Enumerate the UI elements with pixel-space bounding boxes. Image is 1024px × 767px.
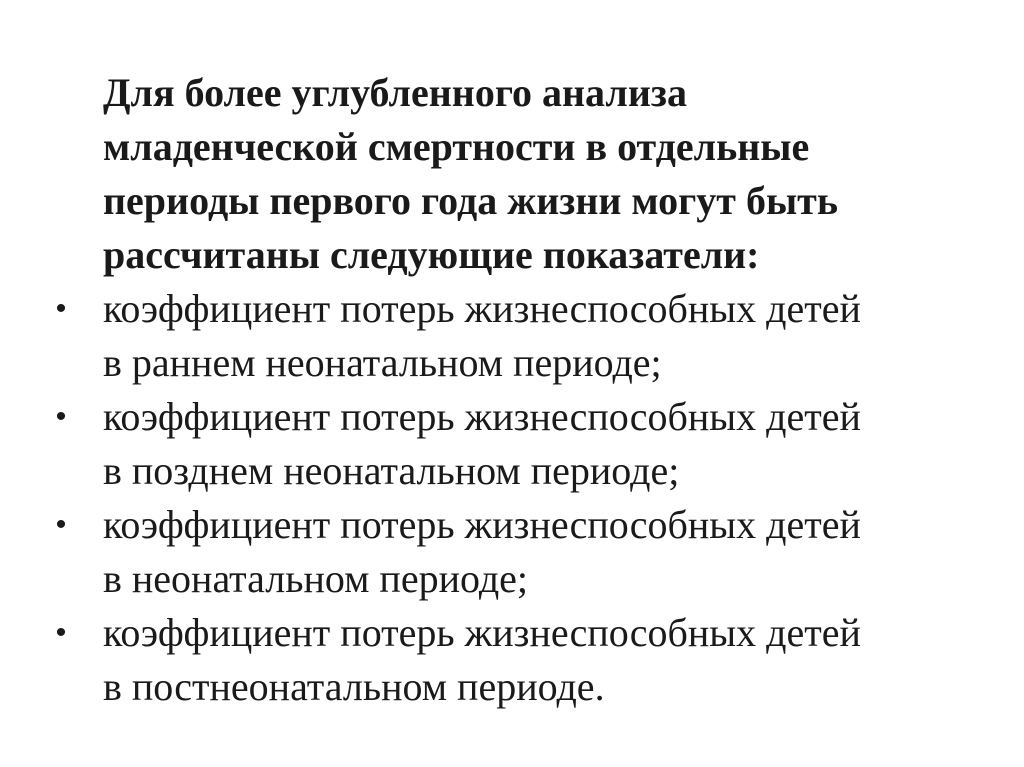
bullet-text: коэффициент потерь жизнеспособных детей в позднем неонатальном периоде; <box>103 394 861 493</box>
slide-content <box>55 66 983 714</box>
bullet-dot-icon: • <box>55 292 67 325</box>
bullet-item <box>55 390 983 498</box>
bullet-text: коэффициент потерь жизнеспособных детей в неонатальном периоде; <box>103 502 861 601</box>
bullet-text: коэффициент потерь жизнеспособных детей в раннем неонатальном периоде; <box>103 286 861 385</box>
bullet-dot-icon: • <box>55 400 67 433</box>
intro-paragraph: Для более углубленного анализа младенческой смертности в отдельные периоды первого года жизни могут быть рассчитаны следующие показатели: <box>103 70 838 277</box>
bullet-item <box>55 606 983 714</box>
bullet-text: коэффициент потерь жизнеспособных детей в постнеонатальном периоде. <box>103 610 861 709</box>
bullet-item <box>55 282 983 390</box>
bullet-dot-icon: • <box>55 616 67 649</box>
bullet-dot-icon: • <box>55 508 67 541</box>
bullet-list <box>55 282 983 714</box>
bullet-item <box>55 498 983 606</box>
